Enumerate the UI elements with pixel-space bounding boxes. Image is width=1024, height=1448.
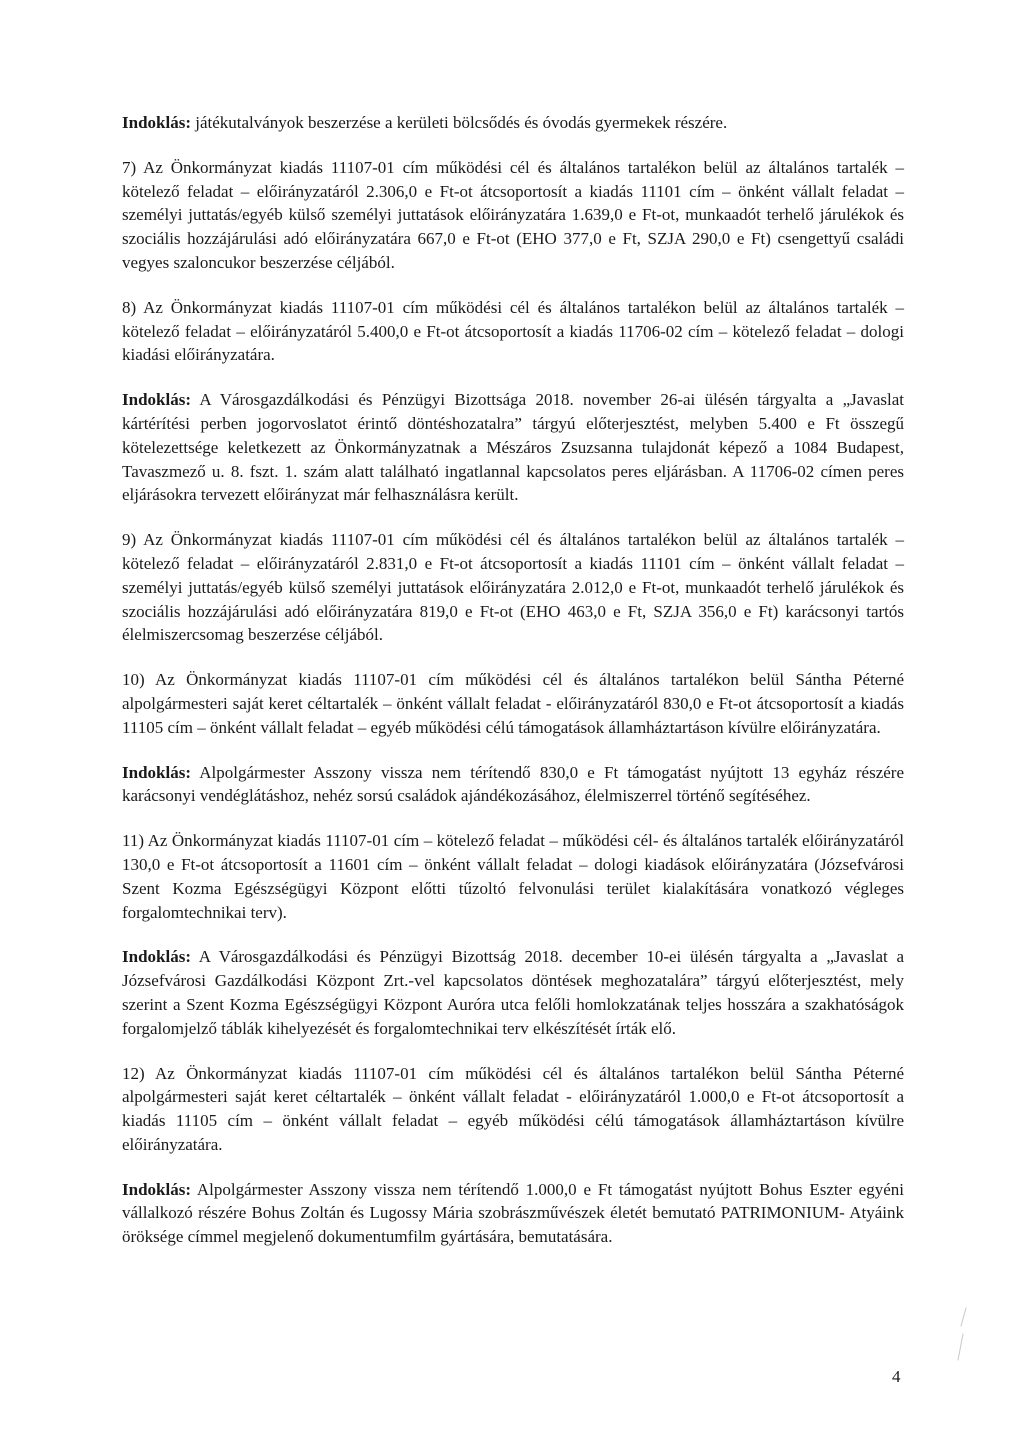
paragraph-text: 11) Az Önkormányzat kiadás 11107-01 cím – kötelező feladat – működési cél- és általános tartalék előirányzatáról 130,0 e Ft-ot átcsoportosít a 11601 cím – önként vállalt feladat – dologi kiadások előirányzatára (Józsefvárosi Szent Kozma Egészségügyi Központ előtti tűzoltó felvonulási terület kialakítására vonatkozó végleges forgalomtechnikai terv).	[122, 831, 904, 922]
justification-label: Indoklás:	[122, 113, 191, 132]
justification-label: Indoklás:	[122, 1179, 191, 1199]
page-number: 4	[892, 1367, 901, 1386]
paragraph-item-9	[122, 528, 904, 647]
paragraph-item-11	[122, 829, 904, 924]
document-body	[122, 111, 904, 1270]
paragraph-text: 9) Az Önkormányzat kiadás 11107-01 cím működési cél és általános tartalékon belül az általános tartalék – kötelező feladat – előirányzatáról 2.831,0 e Ft-ot átcsoportosít a kiadás 11101 cím – önként vállalt feladat – személyi juttatás/egyéb külső személyi juttatások előirányzatára 2.012,0 e Ft-ot, munkaadót terhelő járulékok és szociális hozzájárulási adó előirányzatára 819,0 e Ft-ot (EHO 463,0 e Ft, SZJA 356,0 e Ft) karácsonyi tartós élelmiszercsomag beszerzése céljából.	[122, 530, 904, 645]
paragraph-text: Alpolgármester Asszony vissza nem térítendő 1.000,0 e Ft támogatást nyújtott Bohus Eszter egyéni vállalkozó részére Bohus Zoltán és Lugossy Mária szobrászművészek életét bemutató PATRIMONIUM- Atyáink öröksége címmel megjelenő dokumentumfilm gyártására, bemutatására.	[122, 1179, 904, 1247]
paragraph-text: Alpolgármester Asszony vissza nem térítendő 830,0 e Ft támogatást nyújtott 13 egyház részére karácsonyi vendéglátáshoz, nehéz sorsú családok ajándékozásához, élelmiszerrel történő segítéséhez.	[122, 762, 904, 806]
paragraph-justification-lawsuit	[122, 388, 904, 507]
paragraph-item-7	[122, 156, 904, 275]
paragraph-justification-traffic-plan	[122, 945, 904, 1040]
paragraph-justification-toys	[122, 111, 904, 135]
paragraph-text: 10) Az Önkormányzat kiadás 11107-01 cím működési cél és általános tartalékon belül Sántha Péterné alpolgármesteri saját keret céltartalék – önként vállalt feladat - előirányzatáról 830,0 e Ft-ot átcsoportosít a kiadás 11105 cím – önként vállalt feladat – egyéb működési célú támogatások államháztartáson kívülre előirányzatára.	[122, 670, 904, 737]
paragraph-justification-documentary	[122, 1178, 904, 1249]
paragraph-justification-churches	[122, 761, 904, 809]
paragraph-text: 12) Az Önkormányzat kiadás 11107-01 cím működési cél és általános tartalékon belül Sántha Péterné alpolgármesteri saját keret céltartalék – önként vállalt feladat - előirányzatáról 1.000,0 e Ft-ot átcsoportosít a kiadás 11105 cím – önként vállalt feladat – egyéb működési célú támogatások államháztartáson kívülre előirányzatára.	[122, 1063, 904, 1154]
justification-label: Indoklás:	[122, 762, 191, 782]
paragraph-text: A Városgazdálkodási és Pénzügyi Bizottsága 2018. november 26-ai ülésén tárgyalta a „Javaslat kártérítési perben jogorvoslatot érintő döntéshozatalra” tárgyú előterjesztést, melyben 5.400 e Ft összegű kötelezettsége keletkezett az Önkormányzatnak a Mészáros Zsuzsanna tulajdonát képező a 1084 Budapest, Tavaszmező u. 8. fszt. 1. szám alatt található ingatlannal kapcsolatos peres eljárásban. A 11706-02 címen peres eljárásokra tervezett előirányzat már felhasználásra került.	[122, 390, 904, 505]
justification-label: Indoklás:	[122, 390, 191, 410]
paragraph-item-8	[122, 296, 904, 367]
paragraph-text: 8) Az Önkormányzat kiadás 11107-01 cím működési cél és általános tartalékon belül az általános tartalék – kötelező feladat – előirányzatáról 5.400,0 e Ft-ot átcsoportosít a kiadás 11706-02 cím – kötelező feladat – dologi kiadási előirányzatára.	[122, 297, 904, 365]
justification-label: Indoklás:	[122, 947, 191, 967]
paragraph-text: 7) Az Önkormányzat kiadás 11107-01 cím működési cél és általános tartalékon belül az általános tartalék – kötelező feladat – előirányzatáról 2.306,0 e Ft-ot átcsoportosít a kiadás 11101 cím – önként vállalt feladat – személyi juttatás/egyéb külső személyi juttatások előirányzatára 1.639,0 e Ft-ot, munkaadót terhelő járulékok és szociális hozzájárulási adó előirányzatára 667,0 e Ft-ot (EHO 377,0 e Ft, SZJA 290,0 e Ft) csengettyű családi vegyes szaloncukor beszerzése céljából.	[122, 157, 904, 272]
paragraph-item-10	[122, 668, 904, 739]
paragraph-text: A Városgazdálkodási és Pénzügyi Bizottság 2018. december 10-ei ülésén tárgyalta a „Javaslat a Józsefvárosi Gazdálkodási Központ Zrt.-vel kapcsolatos döntések meghozatalára” tárgyú előterjesztést, mely szerint a Szent Kozma Egészségügyi Központ Auróra utca felőli homlokzatának teljes hosszára a szakhatóságok forgalomjelző táblák kihelyezését és forgalomtechnikai terv elkészítését írták elő.	[122, 947, 905, 1038]
paragraph-item-12	[122, 1062, 904, 1157]
paragraph-text: játékutalványok beszerzése a kerületi bölcsődés és óvodás gyermekek részére.	[195, 113, 728, 132]
pencil-mark-icon	[952, 1304, 972, 1364]
